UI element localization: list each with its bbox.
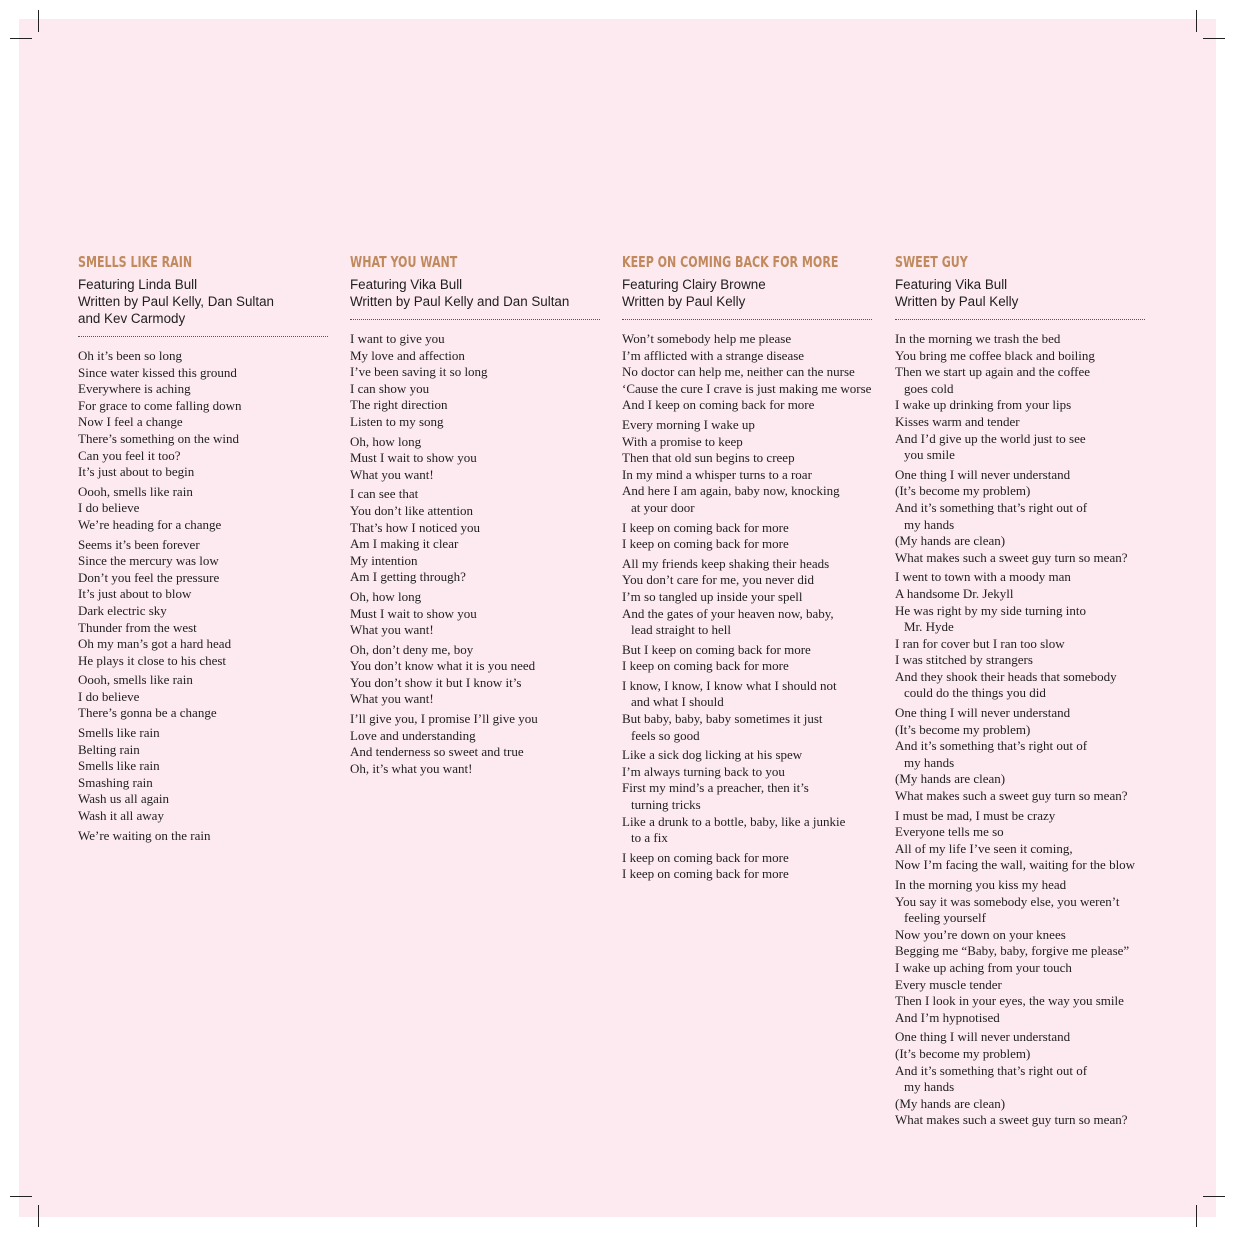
lyric-line: (It’s become my problem) xyxy=(895,483,1031,499)
stanza xyxy=(78,672,328,722)
crop-mark xyxy=(1203,1196,1225,1197)
lyric-line: Listen to my song xyxy=(350,413,444,429)
dotted-divider xyxy=(622,319,872,320)
credit-line: Featuring Vika Bull xyxy=(350,277,463,292)
lyric-line: ‘Cause the cure I crave is just making me worse xyxy=(622,380,872,396)
stanza xyxy=(895,705,1145,805)
lyric-line: Then I look in your eyes, the way you smile xyxy=(895,993,1124,1009)
lyric-line: my hands xyxy=(904,516,955,532)
lyric-line: He was right by my side turning into xyxy=(895,602,1087,618)
stanza xyxy=(622,520,872,553)
lyric-line: goes cold xyxy=(904,380,954,396)
credit-line: Written by Paul Kelly xyxy=(895,294,1019,309)
lyric-line: My love and affection xyxy=(350,347,465,363)
lyric-line: turning tricks xyxy=(631,797,701,813)
stanza xyxy=(622,331,872,414)
lyric-line: Everyone tells me so xyxy=(895,824,1004,840)
lyric-line: Now I’m facing the wall, waiting for the blow xyxy=(895,857,1136,873)
crop-mark xyxy=(38,1205,39,1227)
lyric-line: My intention xyxy=(350,552,418,568)
song-title: SWEET GUY xyxy=(895,253,968,271)
crop-mark xyxy=(38,10,39,32)
lyric-line: You bring me coffee black and boiling xyxy=(895,347,1095,363)
credit-line: Featuring Vika Bull xyxy=(895,277,1008,292)
lyric-line: And it’s something that’s right out of xyxy=(895,738,1088,754)
lyrics xyxy=(622,331,872,883)
lyric-line: Smashing rain xyxy=(78,774,153,790)
lyric-line: And I’m hypnotised xyxy=(895,1009,1000,1025)
lyric-line: Wash it all away xyxy=(78,808,164,824)
lyric-line: You say it was somebody else, you weren’t xyxy=(895,893,1120,909)
lyric-line: Since the mercury was low xyxy=(78,553,219,569)
crop-mark xyxy=(1196,1205,1197,1227)
lyric-line: Can you feel it too? xyxy=(78,447,181,463)
lyric-line: I went to town with a moody man xyxy=(895,569,1071,585)
stanza xyxy=(78,828,328,845)
lyric-line: feels so good xyxy=(631,727,700,743)
lyric-line: What you want! xyxy=(350,691,434,707)
lyric-line: Everywhere is aching xyxy=(78,381,191,397)
lyric-line: All my friends keep shaking their heads xyxy=(622,555,830,571)
lyric-line: Must I wait to show you xyxy=(350,450,477,466)
lyric-line: (It’s become my problem) xyxy=(895,721,1031,737)
lyric-line: For grace to come falling down xyxy=(78,397,242,413)
lyric-line: Mr. Hyde xyxy=(904,619,954,635)
lyrics xyxy=(895,331,1145,1129)
lyric-line: One thing I will never understand xyxy=(895,705,1071,721)
lyric-line: What you want! xyxy=(350,466,434,482)
song-column-smells-like-rain xyxy=(78,252,328,847)
lyric-line: Oh it’s been so long xyxy=(78,348,182,363)
lyric-line: Seems it’s been forever xyxy=(78,536,200,552)
stanza xyxy=(350,486,600,586)
credit-line: and Kev Carmody xyxy=(78,311,186,326)
stanza xyxy=(895,808,1145,874)
lyric-line: I’m afflicted with a strange disease xyxy=(622,347,805,363)
lyric-line: I can show you xyxy=(350,380,430,396)
stanza xyxy=(622,642,872,675)
stanza xyxy=(78,484,328,534)
lyric-line: What you want! xyxy=(350,622,434,638)
crop-mark xyxy=(10,38,32,39)
crop-mark xyxy=(10,1196,32,1197)
dotted-divider xyxy=(350,319,600,320)
lyric-line: to a fix xyxy=(631,830,668,846)
lyric-line: I do believe xyxy=(78,500,140,516)
lyric-line: I can see that xyxy=(350,486,419,502)
lyric-line: There’s gonna be a change xyxy=(78,705,217,721)
credit-line: Written by Paul Kelly xyxy=(622,294,746,309)
song-title: KEEP ON COMING BACK FOR MORE xyxy=(622,253,839,271)
lyric-line: Every muscle tender xyxy=(895,976,1002,992)
lyric-line: I keep on coming back for more xyxy=(622,658,789,674)
credit-line: Written by Paul Kelly and Dan Sultan xyxy=(350,294,570,309)
lyric-line: I keep on coming back for more xyxy=(622,866,789,882)
lyric-line: And I keep on coming back for more xyxy=(622,397,815,413)
lyric-line: One thing I will never understand xyxy=(895,466,1071,482)
lyric-line: Dark electric sky xyxy=(78,602,167,618)
dotted-divider xyxy=(78,336,328,337)
lyric-line: We’re waiting on the rain xyxy=(78,827,211,843)
lyric-line: One thing I will never understand xyxy=(895,1029,1071,1045)
lyric-line: The right direction xyxy=(350,397,448,413)
lyric-line: Kisses warm and tender xyxy=(895,413,1020,429)
crop-mark xyxy=(1203,38,1225,39)
lyric-line: I wake up aching from your touch xyxy=(895,959,1072,975)
stanza xyxy=(78,725,328,825)
lyric-line: But I keep on coming back for more xyxy=(622,641,811,657)
lyric-line: Every morning I wake up xyxy=(622,416,755,432)
lyric-line: Belting rain xyxy=(78,741,140,757)
lyric-line: could do the things you did xyxy=(904,685,1046,701)
lyric-line: Thunder from the west xyxy=(78,619,197,635)
lyric-line: Then that old sun begins to creep xyxy=(622,450,795,466)
lyrics xyxy=(350,331,600,777)
lyric-line: I must be mad, I must be crazy xyxy=(895,807,1056,823)
lyric-line: Don’t you feel the pressure xyxy=(78,569,220,585)
lyric-line: In the morning you kiss my head xyxy=(895,877,1067,892)
lyric-line: And the gates of your heaven now, baby, xyxy=(622,605,834,621)
lyric-line: at your door xyxy=(631,499,695,515)
lyric-line: Now I feel a change xyxy=(78,414,183,430)
lyric-line: feeling yourself xyxy=(904,910,986,926)
lyric-line: lead straight to hell xyxy=(631,622,732,638)
stanza xyxy=(895,1029,1145,1129)
lyric-line: I want to give you xyxy=(350,331,445,346)
lyric-line: I keep on coming back for more xyxy=(622,849,789,865)
lyric-line: All of my life I’ve seen it coming, xyxy=(895,840,1073,856)
lyric-line: my hands xyxy=(904,754,955,770)
lyric-line: I wake up drinking from your lips xyxy=(895,397,1072,413)
song-title: SMELLS LIKE RAIN xyxy=(78,253,193,271)
credit-line: Featuring Clairy Browne xyxy=(622,277,766,292)
stanza xyxy=(350,589,600,639)
stanza xyxy=(895,877,1145,1026)
song-credits xyxy=(78,276,328,327)
lyric-line: Smells like rain xyxy=(78,725,160,741)
song-credits xyxy=(895,276,1145,310)
lyric-line: I do believe xyxy=(78,688,140,704)
lyric-line: (My hands are clean) xyxy=(895,771,1006,787)
lyric-line: I keep on coming back for more xyxy=(622,536,789,552)
lyric-line: Oh my man’s got a hard head xyxy=(78,636,232,652)
credit-line: Written by Paul Kelly, Dan Sultan xyxy=(78,294,274,309)
stanza xyxy=(622,417,872,517)
lyric-line: And it’s something that’s right out of xyxy=(895,499,1088,515)
lyric-line: Am I making it clear xyxy=(350,536,459,552)
stanza xyxy=(78,537,328,670)
stanza xyxy=(895,331,1145,464)
lyric-line: And here I am again, baby now, knocking xyxy=(622,483,840,499)
lyric-line: Oooh, smells like rain xyxy=(78,483,193,499)
lyric-line: Since water kissed this ground xyxy=(78,364,237,380)
lyric-line: And I’d give up the world just to see xyxy=(895,430,1086,446)
lyric-line: He plays it close to his chest xyxy=(78,652,227,668)
lyric-line: Smells like rain xyxy=(78,758,160,774)
lyric-line: Oh, don’t deny me, boy xyxy=(350,641,474,657)
lyric-line: I’m so tangled up inside your spell xyxy=(622,588,803,604)
lyric-line: Must I wait to show you xyxy=(350,605,477,621)
stanza xyxy=(622,556,872,639)
lyric-line: I’ve been saving it so long xyxy=(350,364,488,380)
lyric-line: Begging me “Baby, baby, forgive me please” xyxy=(895,943,1130,959)
lyric-line: Like a drunk to a bottle, baby, like a junkie xyxy=(622,813,846,829)
song-credits xyxy=(350,276,600,310)
lyric-line: my hands xyxy=(904,1079,955,1095)
lyric-line: I was stitched by strangers xyxy=(895,652,1033,668)
lyric-line: I’ll give you, I promise I’ll give you xyxy=(350,711,538,727)
lyric-line: Won’t somebody help me please xyxy=(622,331,792,346)
song-title: WHAT YOU WANT xyxy=(350,253,458,271)
lyric-line: With a promise to keep xyxy=(622,433,743,449)
stanza xyxy=(350,434,600,484)
stanza xyxy=(350,331,600,431)
lyric-line: But baby, baby, baby sometimes it just xyxy=(622,711,823,727)
lyric-line: Oh, how long xyxy=(350,588,422,604)
lyric-line: Am I getting through? xyxy=(350,569,466,585)
lyric-line: First my mind’s a preacher, then it’s xyxy=(622,780,809,796)
lyric-line: What makes such a sweet guy turn so mean? xyxy=(895,788,1128,804)
lyrics xyxy=(78,348,328,844)
lyric-line: A handsome Dr. Jekyll xyxy=(895,585,1014,601)
lyric-line: In my mind a whisper turns to a roar xyxy=(622,466,812,482)
stanza xyxy=(622,678,872,744)
lyric-line: Wash us all again xyxy=(78,791,170,807)
stanza xyxy=(895,569,1145,702)
lyric-line: You don’t know what it is you need xyxy=(350,658,536,674)
lyric-line: you smile xyxy=(904,447,955,463)
stanza xyxy=(895,467,1145,567)
lyric-line: Love and understanding xyxy=(350,727,476,743)
song-column-keep-on-coming-back xyxy=(622,252,872,886)
lyric-line: There’s something on the wind xyxy=(78,430,240,446)
stanza xyxy=(350,642,600,708)
lyric-line: Oh, it’s what you want! xyxy=(350,760,473,776)
lyric-line: What makes such a sweet guy turn so mean? xyxy=(895,1112,1128,1128)
lyric-line: Oh, how long xyxy=(350,433,422,449)
song-credits xyxy=(622,276,872,310)
lyric-line: It’s just about to begin xyxy=(78,464,195,480)
song-column-sweet-guy xyxy=(895,252,1145,1132)
lyric-line: And it’s something that’s right out of xyxy=(895,1062,1088,1078)
lyric-line: I ran for cover but I ran too slow xyxy=(895,635,1065,651)
lyric-line: Then we start up again and the coffee xyxy=(895,364,1091,380)
lyric-line: I know, I know, I know what I should not xyxy=(622,677,837,693)
lyric-line: You don’t show it but I know it’s xyxy=(350,674,522,690)
lyric-line: And tenderness so sweet and true xyxy=(350,744,524,760)
lyric-line: Now you’re down on your knees xyxy=(895,926,1066,942)
lyric-line: and what I should xyxy=(631,694,724,710)
lyric-line: In the morning we trash the bed xyxy=(895,331,1061,346)
dotted-divider xyxy=(895,319,1145,320)
stanza xyxy=(78,348,328,481)
lyric-line: (It’s become my problem) xyxy=(895,1045,1031,1061)
credit-line: Featuring Linda Bull xyxy=(78,277,198,292)
lyric-line: Oooh, smells like rain xyxy=(78,672,193,688)
lyric-line: I keep on coming back for more xyxy=(622,519,789,535)
lyric-line: It’s just about to blow xyxy=(78,586,192,602)
lyric-line: I’m always turning back to you xyxy=(622,763,785,779)
lyric-line: And they shook their heads that somebody xyxy=(895,668,1117,684)
crop-mark xyxy=(1196,10,1197,32)
lyric-line: Like a sick dog licking at his spew xyxy=(622,747,803,763)
stanza xyxy=(350,711,600,777)
lyric-line: (My hands are clean) xyxy=(895,1095,1006,1111)
lyric-line: (My hands are clean) xyxy=(895,533,1006,549)
song-column-what-you-want xyxy=(350,252,600,780)
lyric-line: That’s how I noticed you xyxy=(350,519,480,535)
stanza xyxy=(622,850,872,883)
lyric-line: No doctor can help me, neither can the nurse xyxy=(622,364,855,380)
lyric-line: You don’t like attention xyxy=(350,502,474,518)
stanza xyxy=(622,747,872,847)
lyric-line: What makes such a sweet guy turn so mean? xyxy=(895,549,1128,565)
lyric-line: You don’t care for me, you never did xyxy=(622,572,814,588)
lyric-line: We’re heading for a change xyxy=(78,516,222,532)
